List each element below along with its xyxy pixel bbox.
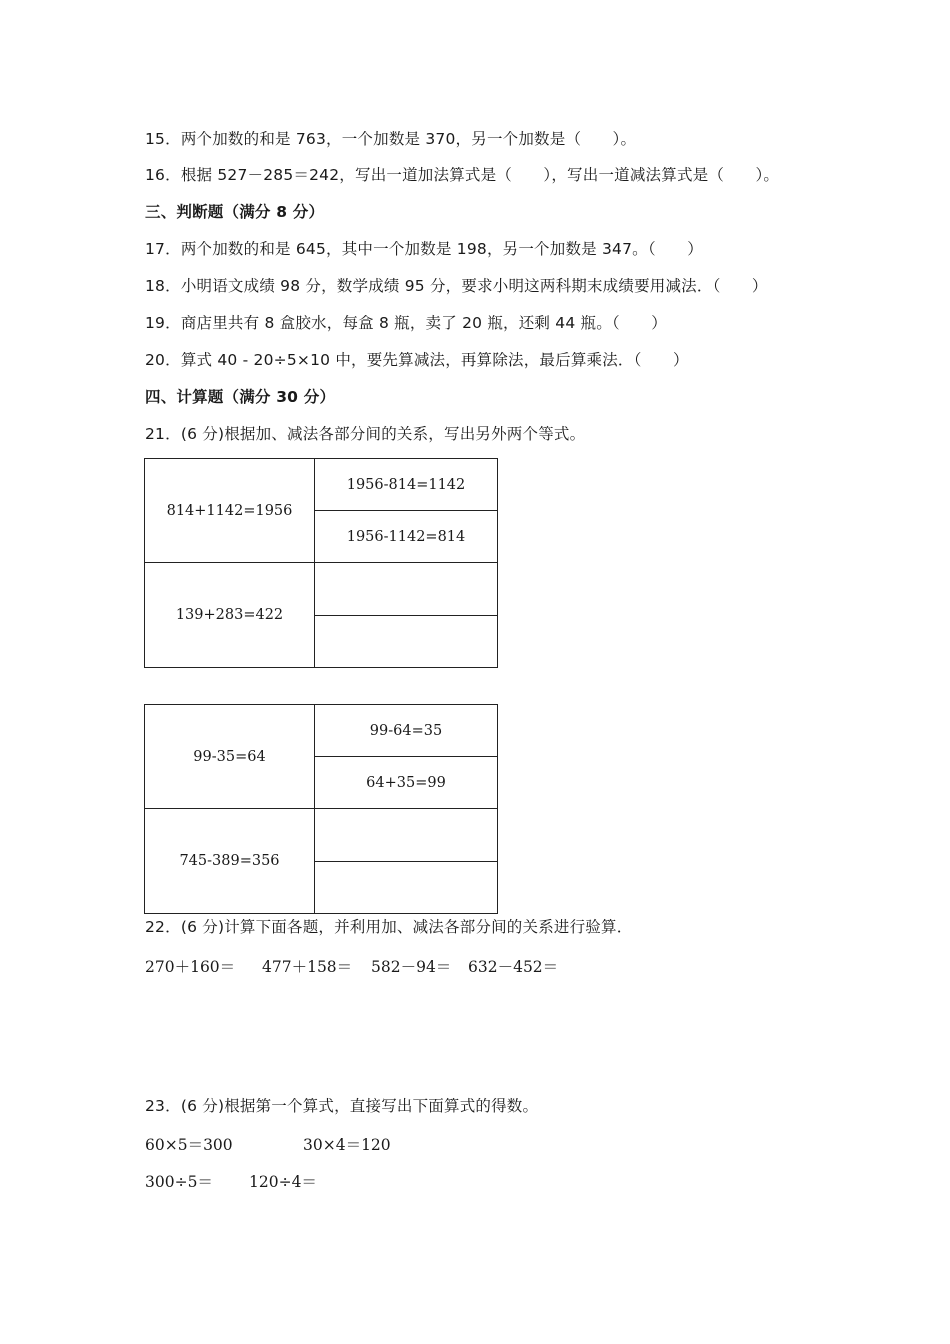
given-equation: 99-35=64 [145,705,315,808]
answer-blank-1[interactable] [315,563,497,616]
section-calculation-title: 四、计算题（满分 30 分） [145,388,336,406]
table-row [145,705,497,809]
derived-equation-1: 99-64=35 [315,705,497,757]
answer-blank-2[interactable] [315,862,497,914]
question-22: 22．(6 分)计算下面各题，并利用加、减法各部分间的关系进行验算． [145,918,633,936]
given-equation: 139+283=422 [145,563,315,667]
question-17: 17．两个加数的和是 645，其中一个加数是 198，另一个加数是 347。（ ） [145,240,703,258]
question-18: 18．小明语文成绩 98 分，数学成绩 95 分，要求小明这两科期末成绩要用减法．（ ） [145,277,768,295]
q23-given-1: 60×5＝300 [145,1136,233,1154]
question-19: 19．商店里共有 8 盒胶水，每盒 8 瓶，卖了 20 瓶，还剩 44 瓶。（ ） [145,314,667,332]
derived-equation-2: 64+35=99 [366,774,446,791]
question-16: 16．根据 527－285＝242，写出一道加法算式是（ ），写出一道减法算式是（ ）。 [145,166,780,184]
given-equation: 745-389=356 [145,809,315,913]
table-row [145,459,497,563]
q23-expression-2: 120÷4＝ [249,1173,317,1191]
derived-equation-2: 1956-1142=814 [346,528,466,545]
equation-table-2 [144,704,498,914]
q23-given-2: 30×4＝120 [303,1136,391,1154]
section-judgement-title: 三、判断题（满分 8 分） [145,203,325,221]
answer-blank-1[interactable] [315,809,497,862]
question-15: 15．两个加数的和是 763，一个加数是 370，另一个加数是（ ）。 [145,130,637,148]
q22-expression-4: 632－452＝ [468,958,559,976]
derived-equation-1: 1956-814=1142 [315,459,497,511]
question-20: 20．算式 40 - 20÷5×10 中，要先算减法，再算除法，最后算乘法．（ ） [145,351,689,369]
q22-expression-2: 477＋158＝ [262,958,353,976]
table-row [145,809,497,913]
q22-expression-3: 582－94＝ [371,958,452,976]
q22-expression-1: 270＋160＝ [145,958,236,976]
equation-table-1 [144,458,498,668]
question-21: 21．(6 分)根据加、减法各部分间的关系，写出另外两个等式。 [145,425,586,443]
answer-blank-2[interactable] [315,616,497,668]
question-23: 23．(6 分)根据第一个算式，直接写出下面算式的得数。 [145,1097,539,1115]
q23-expression-1: 300÷5＝ [145,1173,213,1191]
given-equation: 814+1142=1956 [145,459,315,562]
table-row [145,563,497,667]
